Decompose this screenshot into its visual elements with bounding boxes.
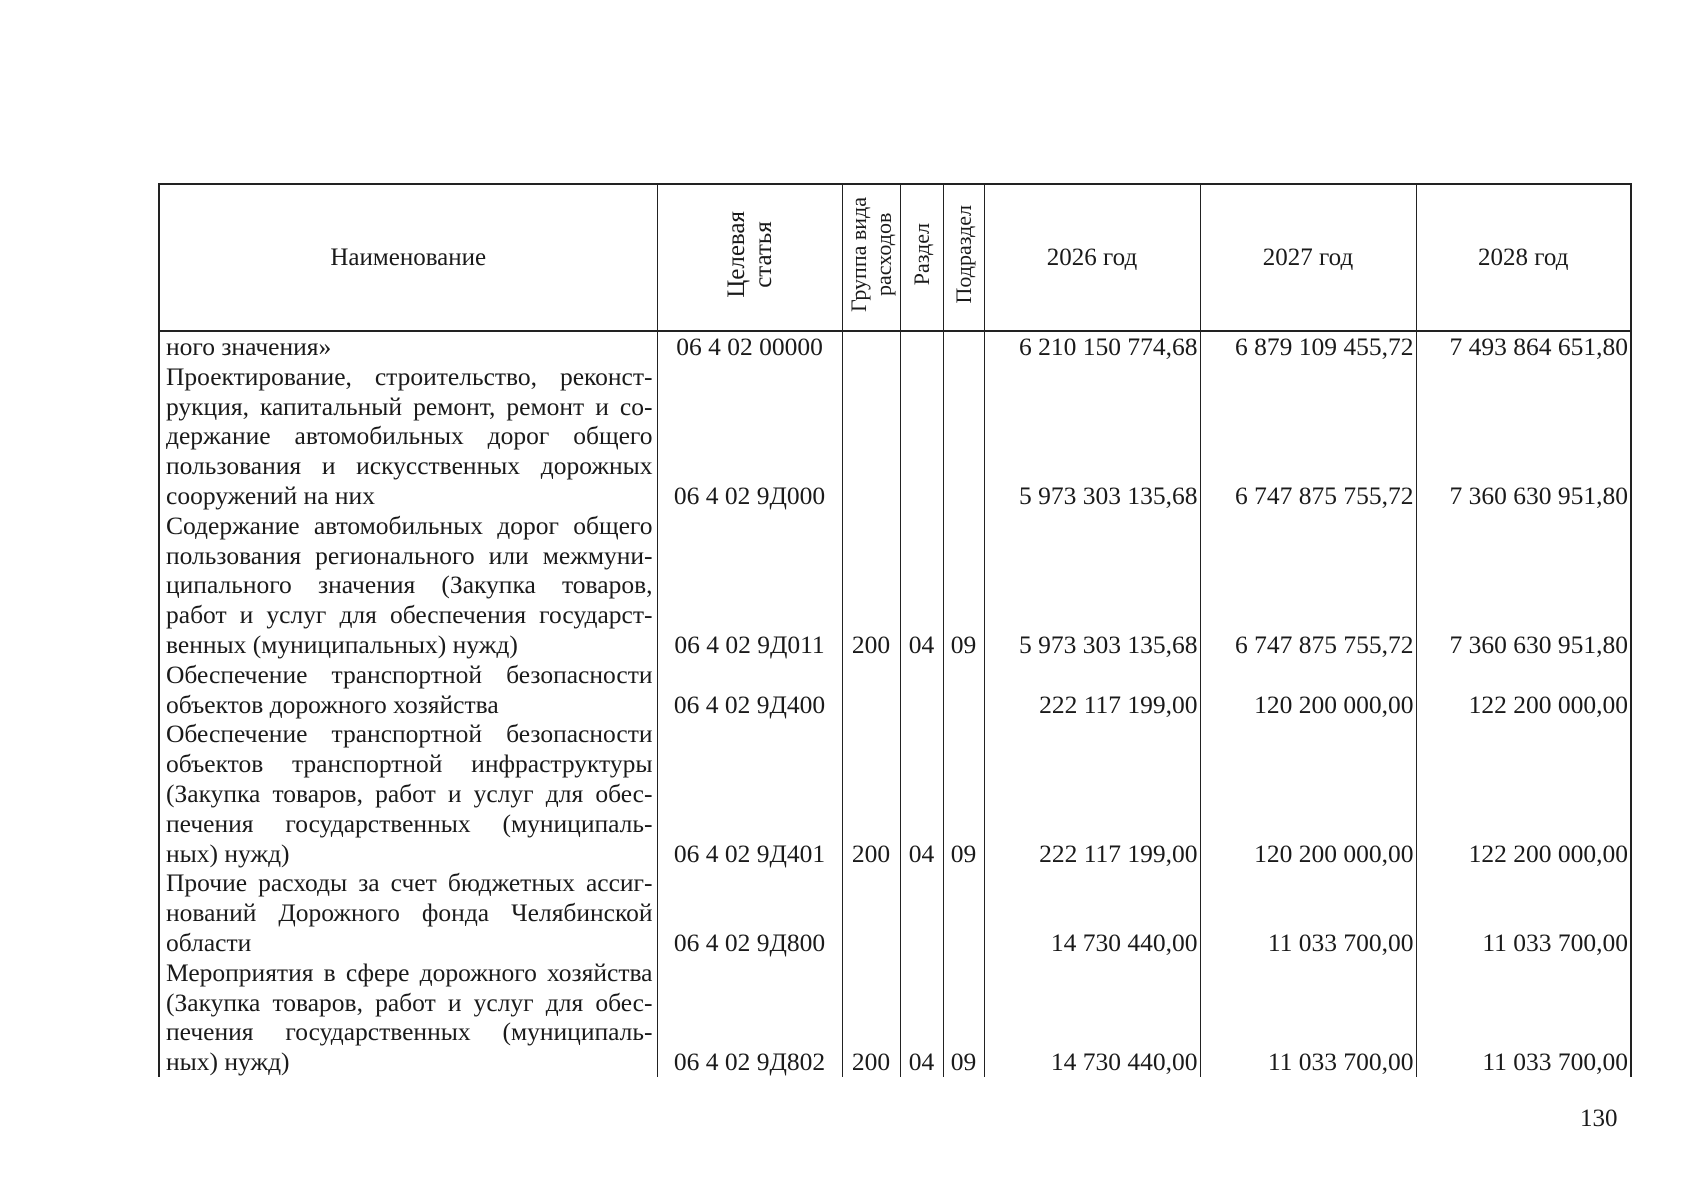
row-name-text: ного значения» bbox=[166, 332, 332, 361]
row-subsection bbox=[943, 868, 984, 957]
header-subsection bbox=[943, 185, 984, 331]
row-2026: 5 973 303 135,68 bbox=[984, 511, 1200, 660]
header-name bbox=[160, 185, 657, 331]
row-name-text: Прочие расходы за счет бюджетных ассиг-нований Дорожного фонда Челябинской области bbox=[166, 868, 653, 957]
row-name-text: Проектирование, строительство, реконст-рукция, капитальный ремонт, ремонт и со-держание автомобильных дорог общего пользования и искусственных дорожных сооружений на них bbox=[166, 361, 653, 510]
row-name-text: Мероприятия в сфере дорожного хозяйства (Закупка товаров, работ и услуг для обес-печения государственных (муниципаль-ных) нужд) bbox=[166, 957, 653, 1077]
row-name bbox=[160, 719, 657, 868]
header-group-label: Группа вида расходов bbox=[846, 196, 896, 312]
header-2028 bbox=[1416, 185, 1630, 331]
row-2026: 222 117 199,00 bbox=[984, 660, 1200, 720]
page-number: 130 bbox=[1580, 1105, 1618, 1132]
row-2028: 11 033 700,00 bbox=[1416, 868, 1630, 957]
row-2026: 14 730 440,00 bbox=[984, 868, 1200, 957]
row-group: 200 bbox=[842, 719, 900, 868]
row-section bbox=[900, 868, 943, 957]
row-name bbox=[160, 511, 657, 660]
header-2026 bbox=[984, 185, 1200, 331]
row-subsection: 09 bbox=[943, 511, 984, 660]
row-section bbox=[900, 660, 943, 720]
row-subsection: 09 bbox=[943, 719, 984, 868]
row-code: 06 4 02 9Д011 bbox=[657, 511, 842, 660]
row-name bbox=[160, 958, 657, 1077]
row-2028: 11 033 700,00 bbox=[1416, 958, 1630, 1077]
row-group bbox=[842, 362, 900, 511]
row-2026: 222 117 199,00 bbox=[984, 719, 1200, 868]
row-2027: 6 747 875 755,72 bbox=[1200, 511, 1416, 660]
row-name bbox=[160, 331, 657, 362]
row-2027: 11 033 700,00 bbox=[1200, 868, 1416, 957]
row-2028: 7 360 630 951,80 bbox=[1416, 511, 1630, 660]
row-2026: 6 210 150 774,68 bbox=[984, 331, 1200, 362]
row-code: 06 4 02 9Д400 bbox=[657, 660, 842, 720]
row-subsection bbox=[943, 362, 984, 511]
row-subsection bbox=[943, 660, 984, 720]
row-section bbox=[900, 362, 943, 511]
row-section: 04 bbox=[900, 958, 943, 1077]
row-2027: 6 879 109 455,72 bbox=[1200, 331, 1416, 362]
row-2027: 6 747 875 755,72 bbox=[1200, 362, 1416, 511]
table-row bbox=[160, 362, 1630, 511]
row-group: 200 bbox=[842, 511, 900, 660]
header-subsection-label: Подраздел bbox=[951, 204, 976, 304]
table-row bbox=[160, 958, 1630, 1077]
row-group bbox=[842, 331, 900, 362]
row-section: 04 bbox=[900, 511, 943, 660]
table-row bbox=[160, 511, 1630, 660]
row-2027: 120 200 000,00 bbox=[1200, 660, 1416, 720]
header-2026-label: 2026 год bbox=[1046, 243, 1138, 271]
row-2026: 5 973 303 135,68 bbox=[984, 362, 1200, 511]
header-target-label: Целевая статья bbox=[722, 210, 777, 298]
row-section: 04 bbox=[900, 719, 943, 868]
row-code: 06 4 02 9Д000 bbox=[657, 362, 842, 511]
row-name bbox=[160, 868, 657, 957]
header-section bbox=[900, 185, 943, 331]
table-row bbox=[160, 868, 1630, 957]
header-2027-label: 2027 год bbox=[1262, 243, 1354, 271]
table-row bbox=[160, 660, 1630, 720]
row-2027: 11 033 700,00 bbox=[1200, 958, 1416, 1077]
table-row bbox=[160, 331, 1630, 362]
row-2028: 122 200 000,00 bbox=[1416, 660, 1630, 720]
row-2027: 120 200 000,00 bbox=[1200, 719, 1416, 868]
header-name-label: Наименование bbox=[330, 243, 487, 271]
row-subsection bbox=[943, 331, 984, 362]
row-name-text: Обеспечение транспортной безопасности объектов дорожного хозяйства bbox=[166, 659, 653, 719]
header-2028-label: 2028 год bbox=[1478, 243, 1569, 271]
row-name bbox=[160, 362, 657, 511]
row-code: 06 4 02 9Д401 bbox=[657, 719, 842, 868]
budget-table bbox=[160, 185, 1630, 1077]
table-row bbox=[160, 719, 1630, 868]
row-2028: 7 360 630 951,80 bbox=[1416, 362, 1630, 511]
row-name bbox=[160, 660, 657, 720]
row-code: 06 4 02 00000 bbox=[657, 331, 842, 362]
row-code: 06 4 02 9Д800 bbox=[657, 868, 842, 957]
row-group bbox=[842, 868, 900, 957]
row-group: 200 bbox=[842, 958, 900, 1077]
row-subsection: 09 bbox=[943, 958, 984, 1077]
budget-table-sheet bbox=[158, 183, 1632, 1077]
row-2026: 14 730 440,00 bbox=[984, 958, 1200, 1077]
row-2028: 7 493 864 651,80 bbox=[1416, 331, 1630, 362]
header-expense-group bbox=[842, 185, 900, 331]
row-section bbox=[900, 331, 943, 362]
row-code: 06 4 02 9Д802 bbox=[657, 958, 842, 1077]
header-section-label: Раздел bbox=[909, 222, 934, 286]
row-group bbox=[842, 660, 900, 720]
row-name-text: Содержание автомобильных дорог общего пользования регионального или межмуни-ципального значения (Закупка товаров, работ и услуг для обеспечения государст-венных (муниципальных) нужд) bbox=[166, 510, 653, 659]
row-2028: 122 200 000,00 bbox=[1416, 719, 1630, 868]
header-target-article bbox=[657, 185, 842, 331]
row-name-text: Обеспечение транспортной безопасности объектов транспортной инфраструктуры (Закупка товаров, работ и услуг для обес-печения государственных (муниципаль-ных) нужд) bbox=[166, 719, 653, 868]
header-2027 bbox=[1200, 185, 1416, 331]
header-row bbox=[160, 185, 1630, 331]
